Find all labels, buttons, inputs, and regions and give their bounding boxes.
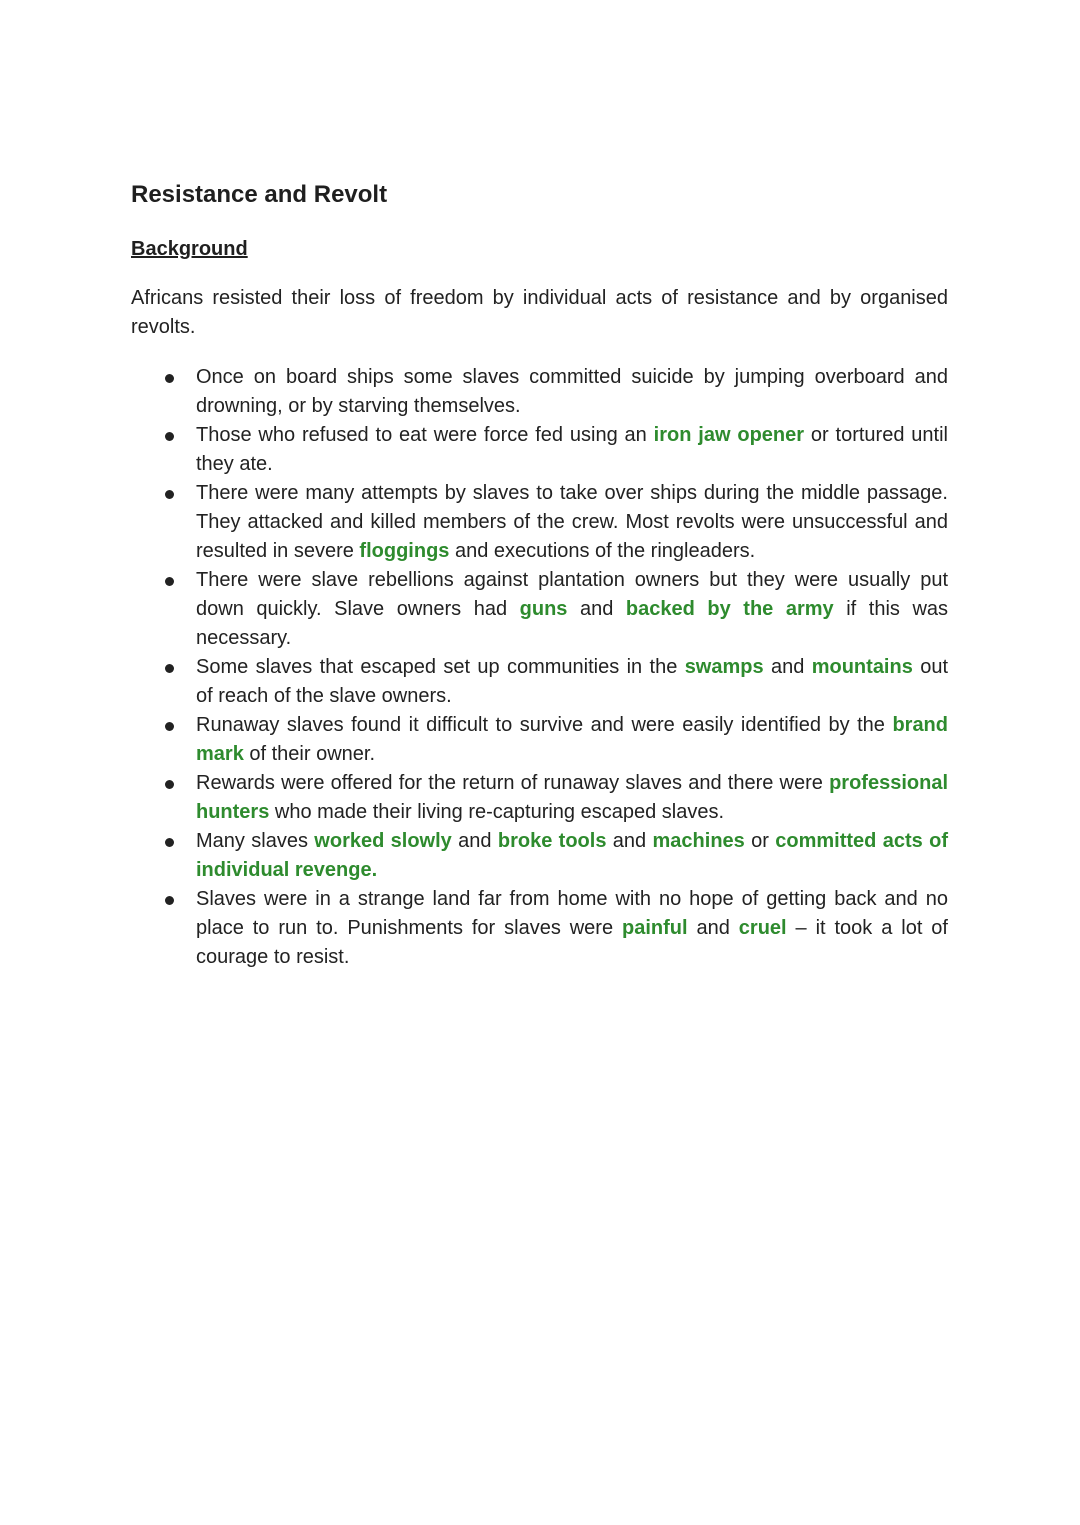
bullet-dot-icon bbox=[165, 490, 174, 499]
bullet-dot-icon bbox=[165, 896, 174, 905]
bullet-dot-icon bbox=[165, 664, 174, 673]
document-title: Resistance and Revolt bbox=[131, 181, 388, 208]
highlighted-term: brand mark bbox=[196, 714, 948, 765]
document-page bbox=[131, 178, 948, 972]
bullet-text: Some slaves that escaped set up communities in the bbox=[196, 656, 685, 678]
bullet-text: Runaway slaves found it difficult to survive and were easily identified by the bbox=[196, 714, 893, 736]
bullet-text: Those who refused to eat were force fed using an bbox=[196, 424, 654, 446]
bullet-item bbox=[131, 769, 948, 827]
highlighted-term: cruel bbox=[738, 917, 787, 939]
highlighted-term: professional hunters bbox=[196, 772, 948, 823]
highlighted-term: painful bbox=[622, 917, 688, 939]
bullet-item bbox=[131, 421, 948, 479]
bullet-text: Slaves were in a strange land far from home with no hope of getting back and no place to run to. Punishments for slaves were bbox=[196, 888, 948, 939]
bullet-list bbox=[131, 363, 948, 972]
section-heading-background: Background bbox=[131, 238, 248, 260]
bullet-text: out of reach of the slave owners. bbox=[196, 656, 949, 707]
bullet-text: or tortured until they ate. bbox=[196, 424, 948, 475]
intro-paragraph: Africans resisted their loss of freedom by individual acts of resistance and by organised revolts. bbox=[131, 287, 948, 338]
bullet-item bbox=[131, 885, 948, 972]
bullet-text: – it took a lot of courage to resist. bbox=[196, 917, 948, 968]
highlighted-term: machines bbox=[652, 830, 745, 852]
bullet-text: who made their living re-capturing escaped slaves. bbox=[269, 801, 725, 823]
bullet-item bbox=[131, 827, 948, 885]
bullet-text: and bbox=[763, 656, 812, 678]
bullet-item bbox=[131, 566, 948, 653]
bullet-item bbox=[131, 363, 948, 421]
bullet-text: There were many attempts by slaves to take over ships during the middle passage. They attacked and killed members of the crew. Most revolts were unsuccessful and resulted in severe bbox=[196, 482, 948, 562]
highlighted-term: backed by the army bbox=[625, 598, 834, 620]
highlighted-term: broke tools bbox=[497, 830, 607, 852]
bullet-text: if this was necessary. bbox=[196, 598, 949, 649]
bullet-text: There were slave rebellions against plantation owners but they were usually put down quickly. Slave owners had bbox=[196, 569, 948, 620]
bullet-text: Rewards were offered for the return of runaway slaves and there were bbox=[196, 772, 830, 794]
bullet-dot-icon bbox=[165, 374, 174, 383]
bullet-text: and bbox=[567, 598, 626, 620]
highlighted-term: iron jaw opener bbox=[653, 424, 805, 446]
bullet-text: or bbox=[744, 830, 776, 852]
bullet-text: and bbox=[606, 830, 653, 852]
highlighted-term: guns bbox=[519, 598, 568, 620]
bullet-dot-icon bbox=[165, 577, 174, 586]
bullet-text: Once on board ships some slaves committed suicide by jumping overboard and drowning, or by starving themselves. bbox=[196, 366, 948, 417]
highlighted-term: floggings bbox=[359, 540, 450, 562]
bullet-item bbox=[131, 479, 948, 566]
highlighted-term: worked slowly bbox=[314, 830, 452, 852]
bullet-dot-icon bbox=[165, 432, 174, 441]
bullet-item bbox=[131, 653, 948, 711]
bullet-text: and executions of the ringleaders. bbox=[449, 540, 756, 562]
highlighted-term: committed acts of individual revenge. bbox=[196, 830, 948, 881]
highlighted-term: mountains bbox=[811, 656, 913, 678]
bullet-dot-icon bbox=[165, 838, 174, 847]
bullet-text: and bbox=[687, 917, 739, 939]
highlighted-term: swamps bbox=[684, 656, 764, 678]
bullet-text: and bbox=[451, 830, 498, 852]
bullet-text: of their owner. bbox=[243, 743, 375, 765]
bullet-text: Many slaves bbox=[196, 830, 315, 852]
bullet-item bbox=[131, 711, 948, 769]
bullet-dot-icon bbox=[165, 780, 174, 789]
bullet-dot-icon bbox=[165, 722, 174, 731]
